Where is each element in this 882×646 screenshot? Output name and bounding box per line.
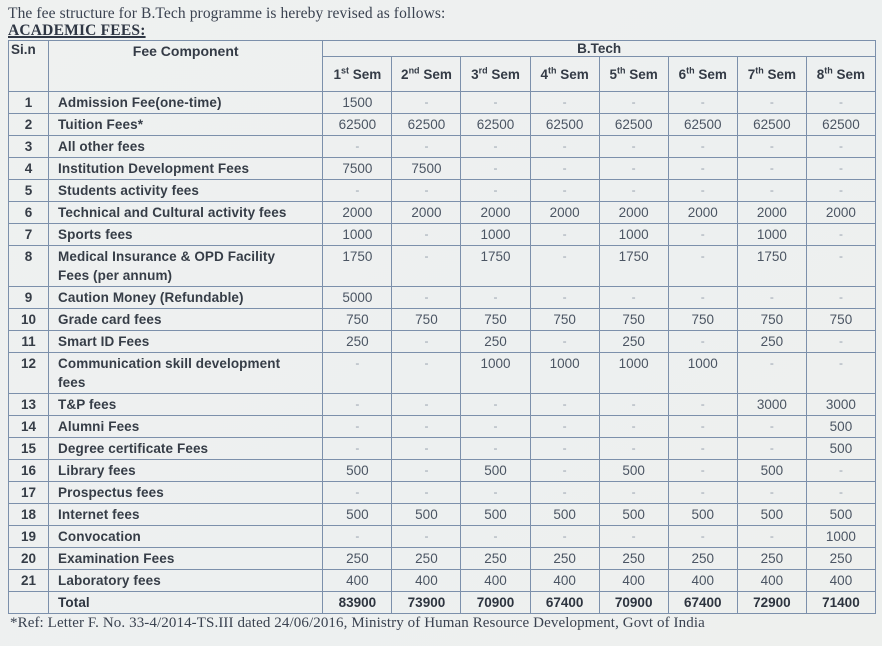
fee-value-cell: 1500	[323, 92, 392, 114]
fee-value-cell: -	[668, 180, 737, 202]
fee-value-cell: 1000	[737, 224, 806, 246]
fee-value-cell: 750	[392, 309, 461, 331]
serial-cell: 6	[9, 202, 49, 224]
table-row	[9, 416, 876, 438]
fee-value-cell: -	[668, 394, 737, 416]
fee-value-cell: 400	[461, 570, 530, 592]
fee-value-cell: 1000	[323, 224, 392, 246]
fee-value-cell: -	[737, 92, 806, 114]
fee-value-cell: -	[392, 394, 461, 416]
serial-cell: 15	[9, 438, 49, 460]
fee-value-cell: -	[392, 482, 461, 504]
fee-value-cell: -	[392, 246, 461, 287]
fee-value-cell: -	[806, 158, 875, 180]
serial-cell: 13	[9, 394, 49, 416]
fee-value-cell: -	[530, 482, 599, 504]
fee-value-cell: 500	[737, 504, 806, 526]
fee-value-cell: 5000	[323, 287, 392, 309]
fee-value-cell: 3000	[806, 394, 875, 416]
fee-value-cell: 2000	[599, 202, 668, 224]
fee-value-cell: -	[461, 438, 530, 460]
fee-value-cell: -	[806, 92, 875, 114]
table-header	[9, 41, 876, 92]
fee-value-cell: -	[599, 287, 668, 309]
fee-value-cell: -	[323, 438, 392, 460]
serial-cell: 16	[9, 460, 49, 482]
sem-header-cell: 4th Sem	[530, 57, 599, 92]
fee-value-cell: -	[668, 136, 737, 158]
component-cell: T&P fees	[49, 394, 323, 416]
serial-cell: 5	[9, 180, 49, 202]
serial-cell: 9	[9, 287, 49, 309]
fee-value-cell: 250	[461, 548, 530, 570]
component-cell: Communication skill development fees	[49, 353, 323, 394]
fee-value-cell: 500	[323, 460, 392, 482]
fee-value-cell: 250	[668, 548, 737, 570]
fee-value-cell: 62500	[323, 114, 392, 136]
component-cell: Library fees	[49, 460, 323, 482]
fee-value-cell: -	[392, 460, 461, 482]
fee-value-cell: -	[530, 224, 599, 246]
fee-value-cell: 62500	[668, 114, 737, 136]
table-row	[9, 224, 876, 246]
component-cell: Grade card fees	[49, 309, 323, 331]
fee-value-cell: -	[530, 287, 599, 309]
fee-value-cell: -	[668, 246, 737, 287]
fee-value-cell: -	[599, 526, 668, 548]
fee-value-cell: 83900	[323, 592, 392, 614]
fee-value-cell: 750	[737, 309, 806, 331]
fee-value-cell: 500	[461, 460, 530, 482]
fee-value-cell: 1000	[461, 224, 530, 246]
fee-value-cell: -	[323, 136, 392, 158]
fee-value-cell: -	[599, 158, 668, 180]
fee-value-cell: -	[599, 136, 668, 158]
component-cell: Total	[49, 592, 323, 614]
fee-value-cell: -	[737, 353, 806, 394]
component-cell: Medical Insurance & OPD Facility Fees (per annum)	[49, 246, 323, 287]
serial-header-cell: Si.n	[9, 41, 49, 92]
table-row	[9, 353, 876, 394]
fee-value-cell: 62500	[737, 114, 806, 136]
sem-header-cell: 8th Sem	[806, 57, 875, 92]
serial-cell: 19	[9, 526, 49, 548]
fee-value-cell: 250	[599, 548, 668, 570]
fee-value-cell: -	[392, 287, 461, 309]
fee-value-cell: 250	[461, 331, 530, 353]
fee-value-cell: 1000	[461, 353, 530, 394]
fee-value-cell: 1750	[461, 246, 530, 287]
fee-value-cell: -	[530, 136, 599, 158]
serial-cell: 14	[9, 416, 49, 438]
fee-value-cell: 250	[392, 548, 461, 570]
fee-value-cell: 400	[806, 570, 875, 592]
fee-value-cell: 62500	[461, 114, 530, 136]
fee-value-cell: 2000	[461, 202, 530, 224]
fee-value-cell: -	[806, 136, 875, 158]
fee-value-cell: 250	[737, 331, 806, 353]
table-row	[9, 526, 876, 548]
fee-value-cell: 250	[530, 548, 599, 570]
fee-value-cell: -	[461, 92, 530, 114]
fee-value-cell: -	[668, 438, 737, 460]
table-body	[9, 92, 876, 614]
fee-value-cell: 70900	[461, 592, 530, 614]
fee-value-cell: 500	[737, 460, 806, 482]
fee-value-cell: 2000	[323, 202, 392, 224]
fee-value-cell: -	[461, 158, 530, 180]
fee-value-cell: 2000	[530, 202, 599, 224]
component-cell: Students activity fees	[49, 180, 323, 202]
fee-value-cell: -	[737, 136, 806, 158]
fee-value-cell: 750	[323, 309, 392, 331]
fee-value-cell: 67400	[668, 592, 737, 614]
fee-value-cell: -	[461, 136, 530, 158]
fee-value-cell: 500	[323, 504, 392, 526]
table-row	[9, 460, 876, 482]
footnote-text: *Ref: Letter F. No. 33-4/2014-TS.III dated 24/06/2016, Ministry of Human Resource Development, Govt of India	[10, 615, 705, 631]
fee-value-cell: -	[737, 482, 806, 504]
fee-value-cell: -	[668, 331, 737, 353]
table-row	[9, 482, 876, 504]
fee-value-cell: 500	[599, 504, 668, 526]
fee-value-cell: 1000	[806, 526, 875, 548]
serial-cell: 7	[9, 224, 49, 246]
serial-cell: 17	[9, 482, 49, 504]
table-row	[9, 504, 876, 526]
component-cell: Examination Fees	[49, 548, 323, 570]
fee-value-cell: 750	[461, 309, 530, 331]
fee-value-cell: -	[530, 438, 599, 460]
serial-cell: 10	[9, 309, 49, 331]
fee-value-cell: 500	[599, 460, 668, 482]
fee-value-cell: 400	[737, 570, 806, 592]
group-header-row	[9, 41, 876, 57]
table-row	[9, 114, 876, 136]
intro-text: The fee structure for B.Tech programme is hereby revised as follows:	[8, 5, 446, 22]
fee-value-cell: 500	[668, 504, 737, 526]
serial-cell: 8	[9, 246, 49, 287]
fee-value-cell: 500	[806, 438, 875, 460]
fee-value-cell: -	[806, 331, 875, 353]
fee-value-cell: 1750	[737, 246, 806, 287]
fee-value-cell: -	[737, 180, 806, 202]
fee-value-cell: -	[461, 482, 530, 504]
fee-value-cell: 1000	[599, 353, 668, 394]
fee-value-cell: -	[323, 416, 392, 438]
fee-value-cell: -	[737, 158, 806, 180]
serial-cell: 20	[9, 548, 49, 570]
fee-value-cell: -	[668, 158, 737, 180]
fee-value-cell: 1000	[668, 353, 737, 394]
fee-value-cell: 250	[737, 548, 806, 570]
sem-header-cell: 2nd Sem	[392, 57, 461, 92]
fee-value-cell: 62500	[806, 114, 875, 136]
fee-value-cell: 750	[668, 309, 737, 331]
fee-value-cell: -	[392, 526, 461, 548]
sem-header-cell: 6th Sem	[668, 57, 737, 92]
fee-value-cell: -	[668, 92, 737, 114]
component-cell: Technical and Cultural activity fees	[49, 202, 323, 224]
table-row	[9, 331, 876, 353]
component-cell: Tuition Fees*	[49, 114, 323, 136]
fee-value-cell: -	[806, 246, 875, 287]
fee-value-cell: 400	[392, 570, 461, 592]
fee-value-cell: 500	[392, 504, 461, 526]
table-row	[9, 136, 876, 158]
component-cell: Alumni Fees	[49, 416, 323, 438]
fee-value-cell: -	[806, 224, 875, 246]
fee-value-cell: 2000	[806, 202, 875, 224]
group-header-cell: B.Tech	[323, 41, 876, 57]
serial-cell: 1	[9, 92, 49, 114]
fee-value-cell: -	[530, 331, 599, 353]
fee-value-cell: -	[323, 526, 392, 548]
fee-value-cell: 70900	[599, 592, 668, 614]
fee-value-cell: -	[323, 180, 392, 202]
fee-value-cell: -	[530, 394, 599, 416]
fee-value-cell: -	[599, 180, 668, 202]
fee-value-cell: 2000	[737, 202, 806, 224]
component-cell: Admission Fee(one-time)	[49, 92, 323, 114]
fee-value-cell: 250	[323, 331, 392, 353]
fee-value-cell: -	[323, 482, 392, 504]
fee-value-cell: 62500	[599, 114, 668, 136]
fee-value-cell: -	[806, 460, 875, 482]
fee-value-cell: 3000	[737, 394, 806, 416]
fee-value-cell: -	[806, 482, 875, 504]
fee-value-cell: -	[530, 158, 599, 180]
fee-value-cell: 1000	[599, 224, 668, 246]
fee-value-cell: 72900	[737, 592, 806, 614]
fee-value-cell: 7500	[392, 158, 461, 180]
component-cell: Convocation	[49, 526, 323, 548]
fee-value-cell: 71400	[806, 592, 875, 614]
fee-value-cell: -	[392, 136, 461, 158]
fee-value-cell: -	[599, 482, 668, 504]
fee-value-cell: -	[599, 92, 668, 114]
table-row	[9, 438, 876, 460]
table-row	[9, 92, 876, 114]
fee-value-cell: -	[392, 224, 461, 246]
fee-value-cell: -	[461, 180, 530, 202]
fee-value-cell: -	[530, 92, 599, 114]
section-heading: ACADEMIC FEES:	[8, 22, 146, 39]
serial-cell: 21	[9, 570, 49, 592]
fee-value-cell: 750	[599, 309, 668, 331]
serial-cell: 4	[9, 158, 49, 180]
fee-value-cell: -	[392, 180, 461, 202]
fee-value-cell: 750	[530, 309, 599, 331]
fee-value-cell: 2000	[392, 202, 461, 224]
fee-value-cell: 500	[806, 416, 875, 438]
sem-header-cell: 5th Sem	[599, 57, 668, 92]
sem-header-cell: 7th Sem	[737, 57, 806, 92]
fee-value-cell: 1750	[599, 246, 668, 287]
serial-cell: 18	[9, 504, 49, 526]
component-cell: Laboratory fees	[49, 570, 323, 592]
total-row	[9, 592, 876, 614]
fee-value-cell: 7500	[323, 158, 392, 180]
fee-value-cell: 1750	[323, 246, 392, 287]
serial-cell: 11	[9, 331, 49, 353]
fee-value-cell: -	[599, 416, 668, 438]
table-row	[9, 394, 876, 416]
fee-value-cell: -	[530, 246, 599, 287]
fee-value-cell: -	[599, 438, 668, 460]
fee-value-cell: 750	[806, 309, 875, 331]
fee-value-cell: -	[461, 287, 530, 309]
fee-value-cell: -	[392, 92, 461, 114]
fee-value-cell: 62500	[530, 114, 599, 136]
component-cell: Caution Money (Refundable)	[49, 287, 323, 309]
table-row	[9, 180, 876, 202]
component-cell: Institution Development Fees	[49, 158, 323, 180]
fee-value-cell: -	[530, 180, 599, 202]
fee-value-cell: -	[323, 394, 392, 416]
sem-header-cell: 1st Sem	[323, 57, 392, 92]
fee-value-cell: -	[530, 460, 599, 482]
fee-value-cell: 500	[806, 504, 875, 526]
table-row	[9, 246, 876, 287]
table-row	[9, 158, 876, 180]
fee-value-cell: -	[392, 331, 461, 353]
fee-value-cell: -	[461, 416, 530, 438]
fee-value-cell: -	[737, 416, 806, 438]
fee-value-cell: -	[806, 353, 875, 394]
fee-value-cell: -	[599, 394, 668, 416]
component-header-cell: Fee Component	[49, 41, 323, 92]
fee-value-cell: -	[392, 438, 461, 460]
fee-value-cell: 500	[530, 504, 599, 526]
fee-value-cell: -	[530, 416, 599, 438]
component-cell: Prospectus fees	[49, 482, 323, 504]
table-row	[9, 202, 876, 224]
fee-value-cell: 67400	[530, 592, 599, 614]
fee-value-cell: -	[737, 287, 806, 309]
fee-value-cell: 250	[806, 548, 875, 570]
component-cell: Degree certificate Fees	[49, 438, 323, 460]
serial-cell	[9, 592, 49, 614]
fee-value-cell: -	[668, 416, 737, 438]
table-row	[9, 548, 876, 570]
serial-cell: 2	[9, 114, 49, 136]
fee-value-cell: -	[392, 353, 461, 394]
table-row	[9, 287, 876, 309]
fee-value-cell: 73900	[392, 592, 461, 614]
fee-structure-table	[8, 40, 876, 614]
fee-value-cell: -	[461, 394, 530, 416]
component-cell: All other fees	[49, 136, 323, 158]
fee-value-cell: 500	[461, 504, 530, 526]
fee-value-cell: -	[668, 460, 737, 482]
fee-value-cell: -	[737, 438, 806, 460]
fee-value-cell: 400	[668, 570, 737, 592]
fee-value-cell: -	[530, 526, 599, 548]
component-cell: Sports fees	[49, 224, 323, 246]
component-cell: Internet fees	[49, 504, 323, 526]
fee-value-cell: -	[392, 416, 461, 438]
fee-value-cell: -	[668, 224, 737, 246]
fee-value-cell: -	[668, 526, 737, 548]
sem-header-cell: 3rd Sem	[461, 57, 530, 92]
fee-value-cell: 2000	[668, 202, 737, 224]
fee-value-cell: -	[737, 526, 806, 548]
fee-value-cell: -	[668, 287, 737, 309]
fee-value-cell: -	[668, 482, 737, 504]
fee-value-cell: -	[806, 287, 875, 309]
fee-value-cell: 400	[323, 570, 392, 592]
serial-cell: 3	[9, 136, 49, 158]
fee-value-cell: 250	[599, 331, 668, 353]
table-row	[9, 309, 876, 331]
fee-value-cell: -	[806, 180, 875, 202]
component-cell: Smart ID Fees	[49, 331, 323, 353]
fee-value-cell: 250	[323, 548, 392, 570]
fee-value-cell: 400	[599, 570, 668, 592]
fee-value-cell: -	[461, 526, 530, 548]
fee-value-cell: 400	[530, 570, 599, 592]
fee-value-cell: 62500	[392, 114, 461, 136]
fee-value-cell: -	[323, 353, 392, 394]
fee-value-cell: 1000	[530, 353, 599, 394]
serial-cell: 12	[9, 353, 49, 394]
table-row	[9, 570, 876, 592]
